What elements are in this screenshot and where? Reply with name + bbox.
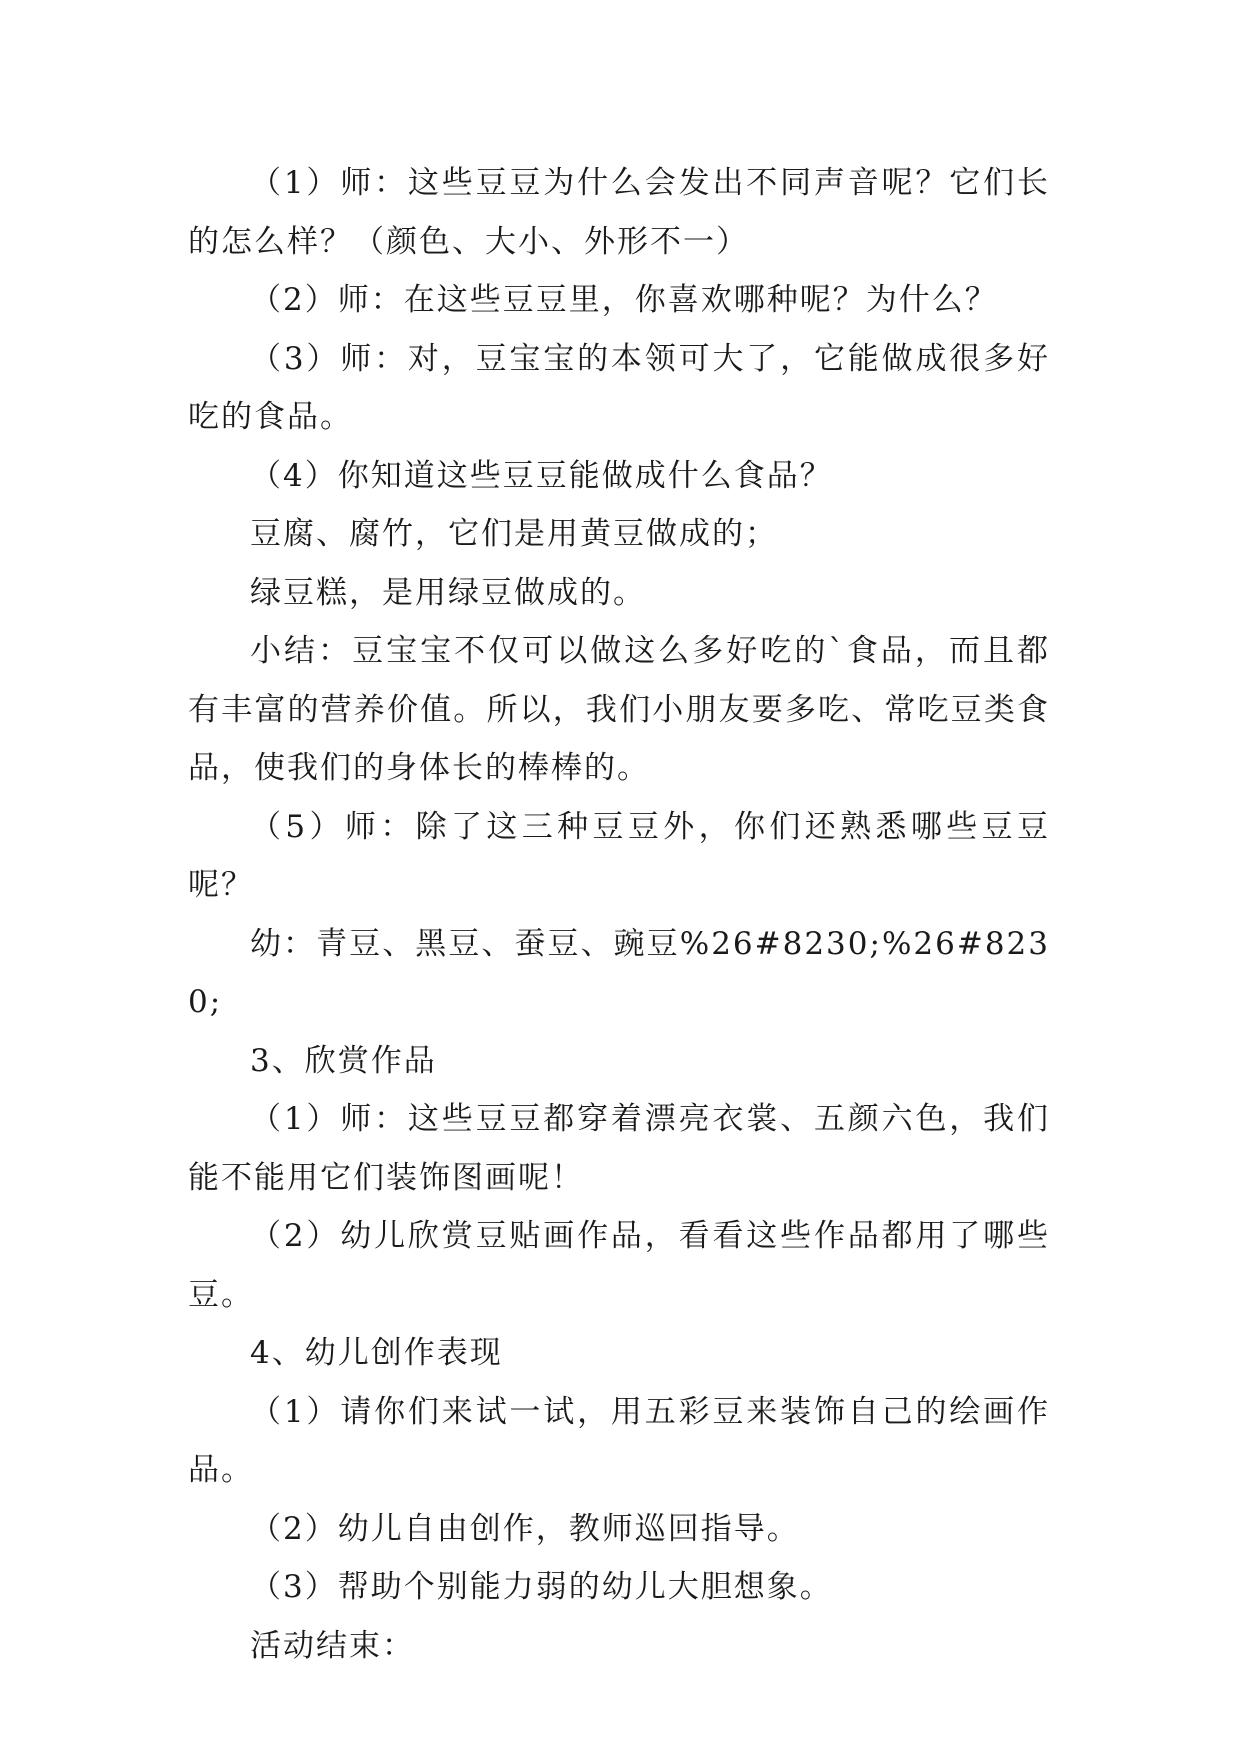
section-heading-4: 4、幼儿创作表现 (250, 1335, 503, 1371)
document-body (188, 154, 1050, 1675)
paragraph-3: （3）师：对，豆宝宝的本领可大了，它能做成很多好吃的食品。 (188, 340, 1050, 435)
paragraph-6: 绿豆糕，是用绿豆做成的。 (250, 574, 646, 611)
paragraph-15: 活动结束： (250, 1627, 415, 1664)
paragraph-10: （1）师：这些豆豆都穿着漂亮衣裳、五颜六色，我们能不能用它们装饰图画呢！ (188, 1101, 1050, 1196)
paragraph-12: （1）请你们来试一试，用五彩豆来装饰自己的绘画作品。 (188, 1393, 1050, 1488)
paragraph-1: （1）师：这些豆豆为什么会发出不同声音呢？它们长的怎么样？（颜色、大小、外形不一） (188, 165, 1050, 260)
paragraph-4: （4）你知道这些豆豆能做成什么食品？ (250, 457, 833, 494)
paragraph-13: （2）幼儿自由创作，教师巡回指导。 (250, 1510, 800, 1547)
paragraph-8: （5）师：除了这三种豆豆外，你们还熟悉哪些豆豆呢？ (188, 808, 1050, 903)
paragraph-14: （3）帮助个别能力弱的幼儿大胆想象。 (250, 1569, 833, 1605)
paragraph-11: （2）幼儿欣赏豆贴画作品，看看这些作品都用了哪些豆。 (188, 1218, 1050, 1313)
section-heading-3: 3、欣赏作品 (250, 1042, 437, 1079)
paragraph-9: 幼：青豆、黑豆、蚕豆、豌豆%26#8230;%26#8230; (188, 925, 1050, 1020)
paragraph-7: 小结：豆宝宝不仅可以做这么多好吃的`食品，而且都有丰富的营养价值。所以，我们小朋友要多吃、常吃豆类食品，使我们的身体长的棒棒的。 (188, 633, 1050, 786)
paragraph-5: 豆腐、腐竹，它们是用黄豆做成的； (250, 516, 778, 552)
paragraph-2: （2）师：在这些豆豆里，你喜欢哪种呢？为什么？ (250, 282, 998, 318)
